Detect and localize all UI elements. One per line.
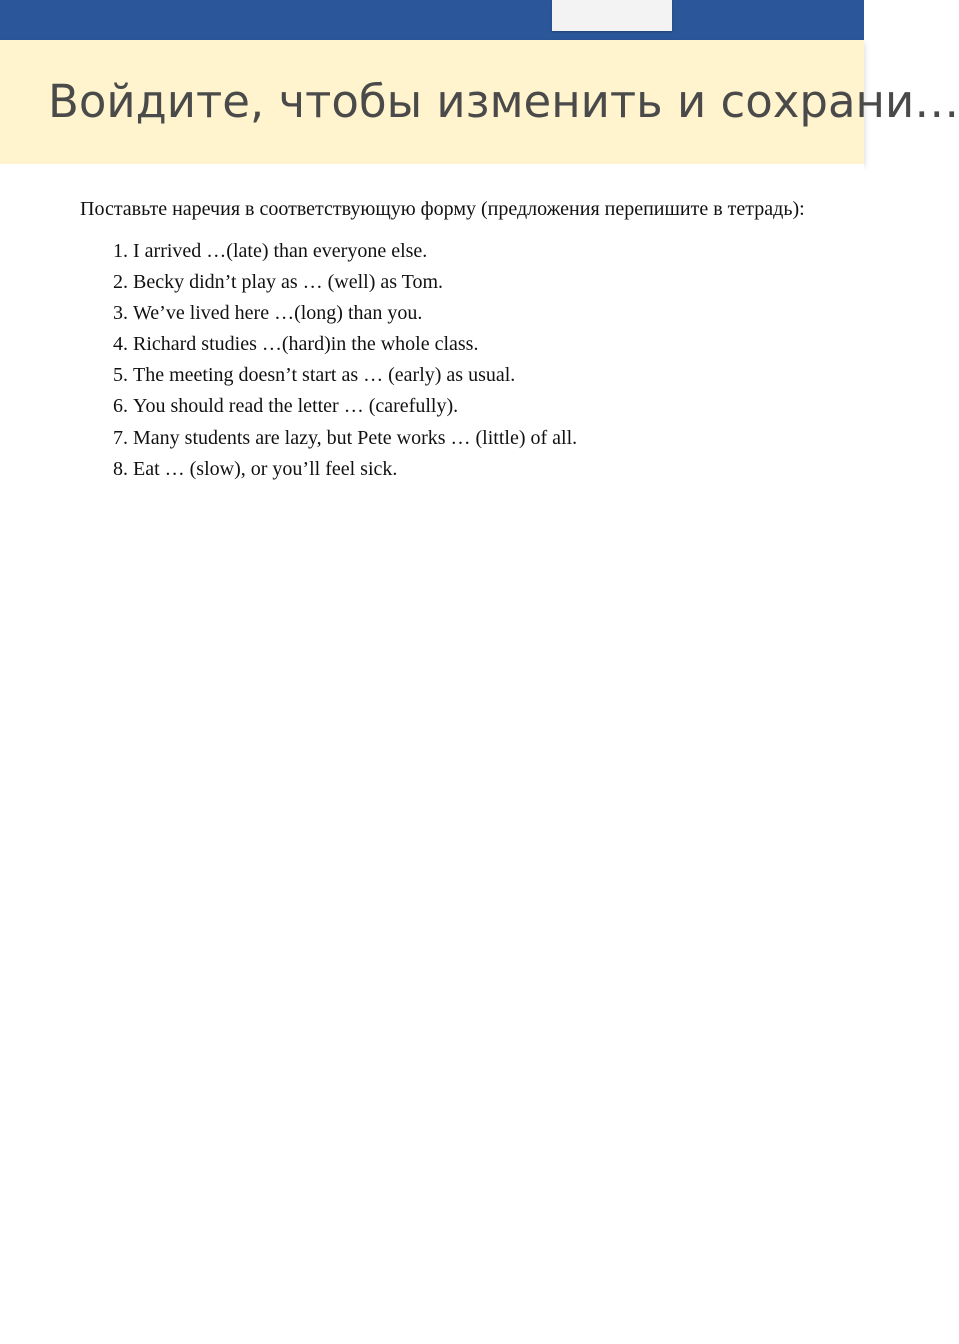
list-item-number: 6.	[113, 395, 128, 418]
list-item	[98, 332, 577, 363]
list-item-text: Many students are lazy, but Pete works … (little) of all.	[133, 426, 578, 449]
list-item-number: 2.	[113, 271, 128, 294]
sign-in-banner-text[interactable]: Войдите, чтобы изменить и сохрани…	[48, 75, 959, 128]
list-item-text: We’ve lived here …(long) than you.	[133, 302, 423, 325]
list-item	[98, 457, 577, 488]
document-page	[0, 164, 864, 1344]
sign-in-banner[interactable]	[0, 40, 959, 164]
exercise-list	[98, 239, 577, 488]
list-item	[98, 301, 577, 332]
list-item-number: 8.	[113, 457, 128, 480]
list-item	[98, 270, 577, 301]
list-item-text: The meeting doesn’t start as … (early) as usual.	[133, 364, 516, 387]
list-item-text: Richard studies …(hard)in the whole class.	[133, 333, 479, 356]
list-item	[98, 363, 577, 394]
top-bar-button[interactable]	[552, 0, 672, 31]
list-item	[98, 426, 577, 457]
list-item-number: 1.	[113, 240, 128, 262]
list-item-text: Eat … (slow), or you’ll feel sick.	[133, 457, 398, 480]
exercise-instruction: Поставьте наречия в соответствующую форму (предложения перепишите в тетрадь):	[80, 198, 805, 220]
list-item	[98, 394, 577, 425]
list-item-number: 4.	[113, 333, 128, 356]
list-item-number: 5.	[113, 364, 128, 387]
list-item	[98, 239, 577, 270]
list-item-text: You should read the letter … (carefully).	[133, 395, 459, 418]
top-app-bar	[0, 0, 864, 40]
list-item-text: I arrived …(late) than everyone else.	[133, 240, 428, 262]
list-item-text: Becky didn’t play as … (well) as Tom.	[133, 271, 444, 294]
list-item-number: 3.	[113, 302, 128, 325]
list-item-number: 7.	[113, 426, 128, 449]
